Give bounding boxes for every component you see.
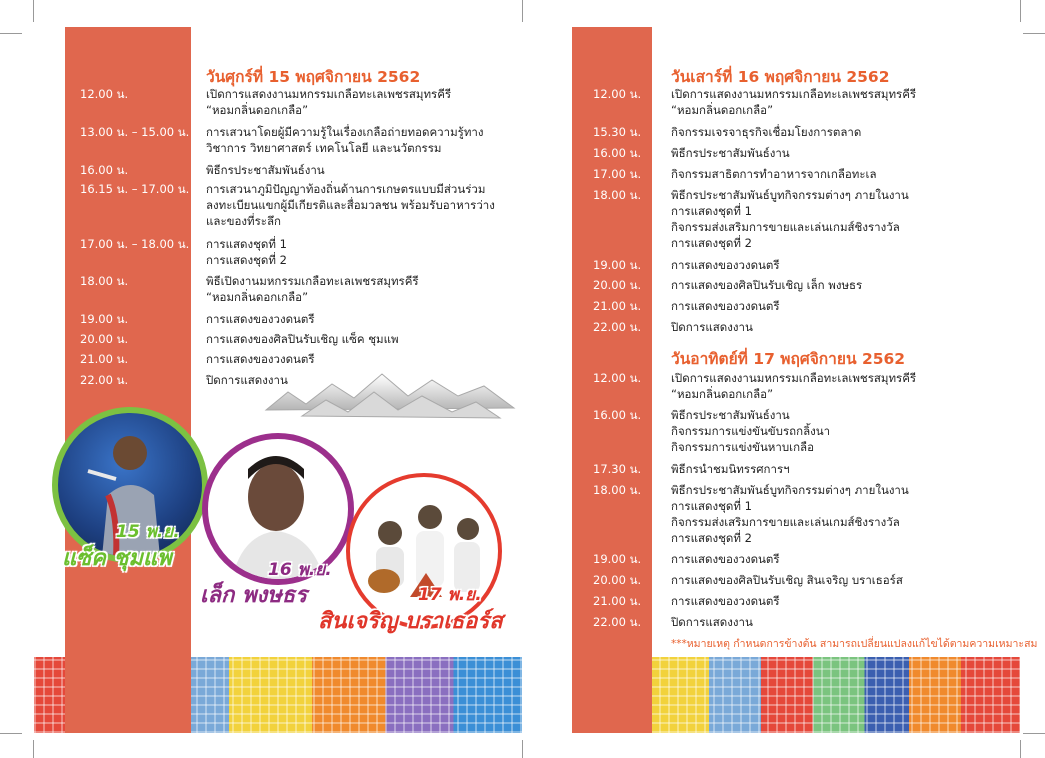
schedule-time: 22.00 น. <box>593 615 642 629</box>
crop-mark <box>522 740 523 758</box>
schedule-desc: การแสดงของวงดนตรี <box>206 312 315 326</box>
schedule-desc: การเสวนาภูมิปัญญาท้องถิ่นด้านการเกษตรแบบมีส่วนร่วม ลงทะเบียนแขกผู้มีเกียรติและสื่อมวลชน พร้อมรับอาหารว่าง และของที่ระลึก <box>206 182 495 228</box>
schedule-desc: เปิดการแสดงงานมหกรรมเกลือทะเลเพชรสมุทรคีรี “หอมกลิ่นดอกเกลือ” <box>671 371 917 401</box>
artist-name-2: เล็ก พงษธร <box>200 583 307 608</box>
schedule-desc: พิธีกรนำชมนิทรรศการฯ <box>671 462 790 476</box>
artist-date-2: 16 พ.ย. <box>268 560 332 580</box>
schedule-time: 15.30 น. <box>593 125 642 139</box>
schedule-desc: พิธีกรประชาสัมพันธ์งาน <box>206 163 325 177</box>
schedule-time: 18.00 น. <box>593 188 642 202</box>
schedule-time: 12.00 น. <box>593 87 642 101</box>
schedule-desc: การแสดงของวงดนตรี <box>671 258 780 272</box>
schedule-desc: การแสดงชุดที่ 1 การแสดงชุดที่ 2 <box>206 237 287 267</box>
salt-mounds-illustration <box>262 366 518 422</box>
schedule-time: 16.00 น. <box>593 146 642 160</box>
schedule-time: 19.00 น. <box>593 552 642 566</box>
schedule-time: 17.30 น. <box>593 462 642 476</box>
day-title-friday: วันศุกร์ที่ 15 พฤศจิกายน 2562 <box>206 68 421 86</box>
schedule-desc: ปิดการแสดงงาน <box>206 373 288 387</box>
schedule-desc: กิจกรรมสาธิตการทำอาหารจากเกลือทะเล <box>671 167 877 181</box>
schedule-desc: กิจกรรมเจรจาธุรกิจเชื่อมโยงการตลาด <box>671 125 862 139</box>
crop-mark <box>1023 733 1045 734</box>
schedule-time: 13.00 น. – 15.00 น. <box>80 125 190 139</box>
schedule-desc: พิธีกรประชาสัมพันธ์งาน กิจกรรมการแข่งขันขับรถกลิ้งนา กิจกรรมการแข่งขันหาบเกลือ <box>671 408 831 454</box>
schedule-desc: พิธีเปิดงานมหกรรมเกลือทะเลเพชรสมุทรคีรี “หอมกลิ่นดอกเกลือ” <box>206 274 419 304</box>
schedule-desc: ปิดการแสดงงาน <box>671 615 753 629</box>
schedule-time: 12.00 น. <box>80 87 129 101</box>
schedule-desc: การแสดงของศิลปินรับเชิญ สินเจริญ บราเธอร์ส <box>671 573 903 587</box>
schedule-time: 20.00 น. <box>593 573 642 587</box>
day-title-saturday: วันเสาร์ที่ 16 พฤศจิกายน 2562 <box>671 68 890 86</box>
schedule-time: 19.00 น. <box>593 258 642 272</box>
schedule-desc: การแสดงของวงดนตรี <box>671 299 780 313</box>
schedule-time: 20.00 น. <box>80 332 129 346</box>
schedule-desc: พิธีกรประชาสัมพันธ์บูทกิจกรรมต่างๆ ภายในงาน การแสดงชุดที่ 1 กิจกรรมส่งเสริมการขายและเล่นเกมส์ชิงรางวัล การแสดงชุดที่ 2 <box>671 483 909 545</box>
schedule-time: 18.00 น. <box>593 483 642 497</box>
crop-mark <box>33 740 34 758</box>
crop-mark <box>0 733 22 734</box>
artist-date-3: 17 พ.ย. <box>418 585 482 605</box>
schedule-desc: การแสดงของวงดนตรี <box>206 352 315 366</box>
artist-name-1: แซ็ค ชุมแพ <box>62 546 172 571</box>
artist-name-3: สินเจริญ บราเธอร์ส <box>318 609 503 634</box>
schedule-desc: การแสดงของวงดนตรี <box>671 552 780 566</box>
plaid-band-right <box>650 657 1020 733</box>
day-title-sunday: วันอาทิตย์ที่ 17 พฤศจิกายน 2562 <box>671 350 906 368</box>
schedule-desc: พิธีกรประชาสัมพันธ์งาน <box>671 146 790 160</box>
schedule-time: 22.00 น. <box>80 373 129 387</box>
schedule-desc: การแสดงของศิลปินรับเชิญ แซ็ค ชุมแพ <box>206 332 399 346</box>
schedule-time: 19.00 น. <box>80 312 129 326</box>
crop-mark <box>33 0 34 22</box>
schedule-time: 21.00 น. <box>593 299 642 313</box>
schedule-desc: การเสวนาโดยผู้มีความรู้ในเรื่องเกลือถ่ายทอดความรู้ทาง วิชาการ วิทยาศาสตร์ เทคโนโลยี และนวัตกรรม <box>206 125 484 155</box>
schedule-time: 16.15 น. – 17.00 น. <box>80 182 190 196</box>
schedule-time: 17.00 น. – 18.00 น. <box>80 237 190 251</box>
schedule-time: 18.00 น. <box>80 274 129 288</box>
schedule-time: 12.00 น. <box>593 371 642 385</box>
schedule-desc: เปิดการแสดงงานมหกรรมเกลือทะเลเพชรสมุทรคีรี “หอมกลิ่นดอกเกลือ” <box>671 87 917 117</box>
schedule-time: 16.00 น. <box>593 408 642 422</box>
artist-date-1: 15 พ.ย. <box>116 522 180 542</box>
crop-mark <box>1020 0 1021 22</box>
schedule-desc: ปิดการแสดงงาน <box>671 320 753 334</box>
crop-mark <box>522 0 523 22</box>
schedule-desc: พิธีกรประชาสัมพันธ์บูทกิจกรรมต่างๆ ภายในงาน การแสดงชุดที่ 1 กิจกรรมส่งเสริมการขายและเล่นเกมส์ชิงรางวัล การแสดงชุดที่ 2 <box>671 188 909 250</box>
footnote: ***หมายเหตุ กำหนดการข้างต้น สามารถเปลี่ยนแปลงแก้ไขได้ตามความเหมาะสม <box>671 638 1038 650</box>
schedule-desc: การแสดงของศิลปินรับเชิญ เล็ก พงษธร <box>671 278 863 292</box>
schedule-desc: เปิดการแสดงงานมหกรรมเกลือทะเลเพชรสมุทรคีรี “หอมกลิ่นดอกเกลือ” <box>206 87 452 117</box>
schedule-time: 22.00 น. <box>593 320 642 334</box>
schedule-time: 17.00 น. <box>593 167 642 181</box>
schedule-time: 16.00 น. <box>80 163 129 177</box>
schedule-time: 21.00 น. <box>80 352 129 366</box>
schedule-time: 20.00 น. <box>593 278 642 292</box>
schedule-time: 21.00 น. <box>593 594 642 608</box>
crop-mark <box>1020 740 1021 758</box>
crop-mark <box>1023 33 1045 34</box>
schedule-desc: การแสดงของวงดนตรี <box>671 594 780 608</box>
crop-mark <box>0 33 22 34</box>
